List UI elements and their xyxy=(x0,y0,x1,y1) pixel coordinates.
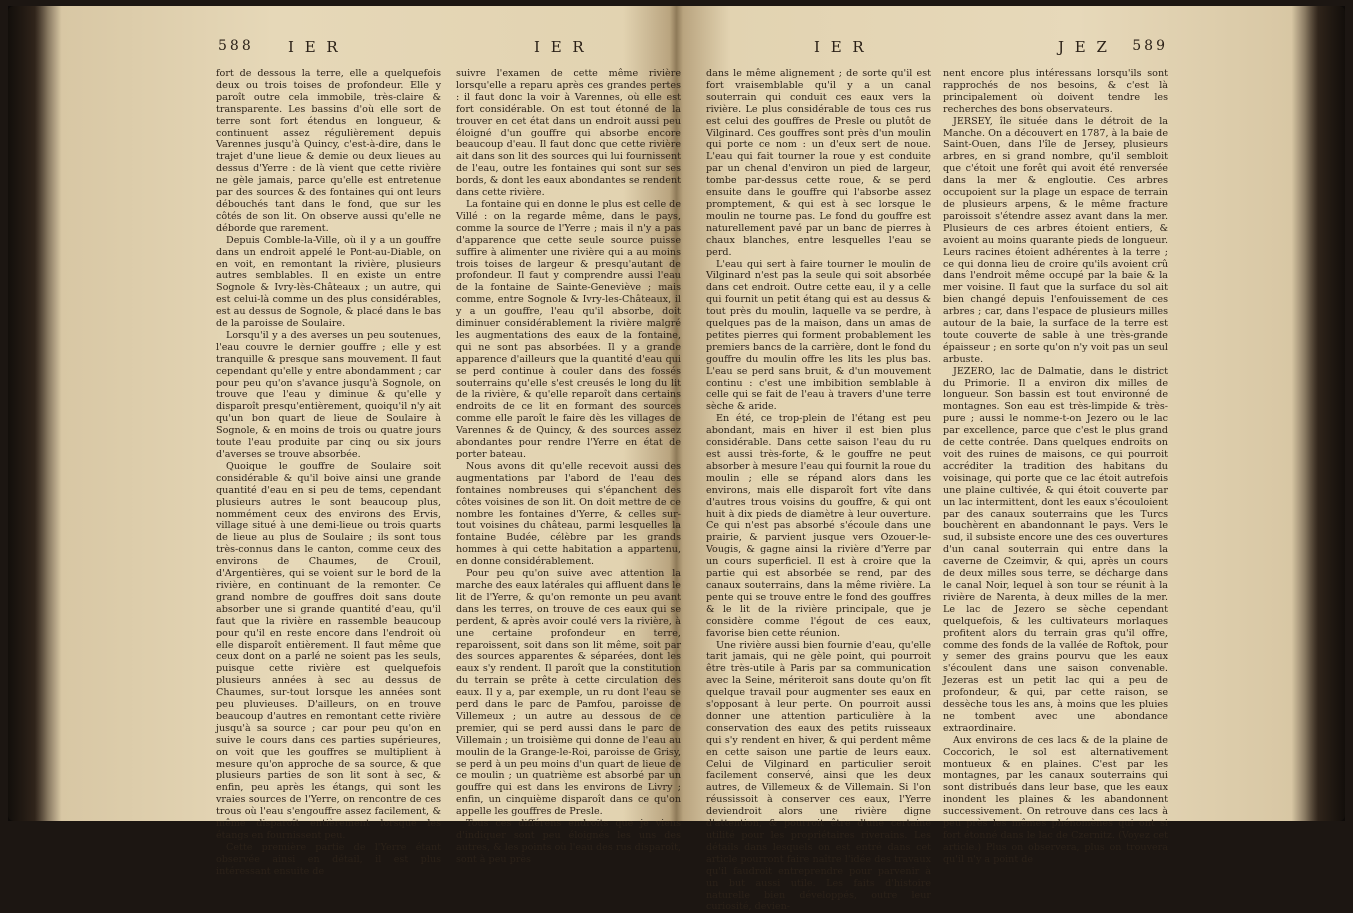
paragraph: Aux environs de ces lacs & de la plaine de Coccorich, le sol est alternativement montueux & en plaines. C'est par les montagnes, par les canaux souterrains qui sont distribués dans leur base, que les eaux inondent les plaines & les abandonnent successivement. On retrouve dans ces lacs à peu près les mêmes phénomènes qui ont si fort étonné dans le lac de Czernitz. (Voyez cet article.) Plus on observera, plus on trouvera qu'il n'y a point de xyxy=(943,735,1168,866)
paragraph: En été, ce trop-plein de l'étang est peu abondant, mais en hiver il est bien plus considérable. Dans cette saison l'eau du ru est aussi très-forte, & le gouffre ne peut absorber à mesure l'eau qui fournit la roue du moulin ; elle se répand alors dans les environs, mais elle disparoît fort vîte dans d'autres trous voisins du gouffre, & qui ont huit à dix pieds de diamètre à leur ouverture. Ce qui n'est pas absorbé s'écoule dans une prairie, & parvient jusque vers Ozouer-le-Vougis, & gagne ainsi la rivière d'Yerre par un cours superficiel. Il est à croire que la partie qui est absorbée se rend, par des canaux souterrains, dans la même rivière. La pente qui se trouve entre le fond des gouffres & le lit de la rivière principale, que je considère comme l'égout de ces eaux, favorise bien cette réunion. xyxy=(706,413,931,639)
paragraph: Cette première partie de l'Yerre étant observée ainsi en détail, il est plus intéressant ensuite de xyxy=(216,842,441,878)
right-page xyxy=(706,46,1168,816)
left-page-number: 588 xyxy=(218,38,254,54)
left-edge-shadow xyxy=(8,6,48,821)
right-page-column-2 xyxy=(943,68,1168,808)
left-page xyxy=(216,46,686,816)
left-running-head xyxy=(216,38,686,60)
paragraph: La fontaine qui en donne le plus est celle de Villé : on la regarde même, dans le pays, comme la source de l'Yerre ; mais il n'y a pas d'apparence que cette seule source puisse suffire à alimenter une rivière qui a au moins trois toises de largeur & presqu'autant de profondeur. Il faut y comprendre aussi l'eau de la fontaine de Sainte-Geneviève ; mais comme, entre Sognole & Ivry-les-Châteaux, il y a un gouffre, l'eau qu'il absorbe, doit diminuer considérablement la rivière malgré les augmentations des eaux de la fontaine, qui ne sont pas absorbées. Il y a grande apparence d'ailleurs que la quantité d'eau qui se perd continue à couler dans des fossés souterrains qu'elle s'est creusés le long du lit de la rivière, & qu'elle reparoît dans certains endroits de ce lit en formant des sources comme elle paroît le faire dès les villages de Varennes & de Quincy, & des sources assez abondantes pour rendre l'Yerre en état de porter bateau. xyxy=(456,199,681,461)
paragraph: nent encore plus intéressans lorsqu'ils sont rapprochés de nos besoins, & c'est là principalement où doivent tendre les recherches des bons observateurs. xyxy=(943,68,1168,116)
left-page-column-2 xyxy=(456,68,681,808)
right-running-head xyxy=(706,38,1168,60)
paragraph: Une rivière aussi bien fournie d'eau, qu'elle tarit jamais, qui ne gèle point, qui pourroit être très-utile à Paris par sa communication avec la Seine, mériteroit sans doute qu'on fît quelque travail pour augmenter ses eaux en s'opposant à leur perte. On pourroit aussi donner une attention particulière à la conservation des eaux des petits ruisseaux qui s'y rendent en hiver, & qui perdent même en cette saison une partie de leurs eaux. Celui de Vilginard en particulier seroit facilement conservé, ainsi que les deux autres, de Villemeux & de Villemain. Si l'on réussissoit à conserver ces eaux, l'Yerre deviendroit alors une rivière digne d'attention, & pourroit être d'une certaine utilité pour les propriétaires riverains. Les détails dans lesquels on est entré dans cet article pourront faire naître l'idée des travaux qu'il faudroit entreprendre pour parvenir à un but aussi utile. Les faits d'histoire naturelle bien développés, outre leur curiosité, devien- xyxy=(706,640,931,913)
paragraph: suivre l'examen de cette même rivière lorsqu'elle a reparu après ces grandes pertes : il faut donc la voir à Varennes, où elle est fort considérable. On est tout étonné de la trouver en cet état dans un endroit aussi peu éloigné d'un gouffre qui absorbe encore beaucoup d'eau. Il faut donc que cette rivière ait dans son lit des sources qui lui fournissent de l'eau, outre les fontaines qui sont sur ses bords, & dont les eaux abondantes se rendent dans cette rivière. xyxy=(456,68,681,199)
paragraph: Pour peu qu'on suive avec attention la marche des eaux latérales qui affluent dans le lit de l'Yerre, & qu'on remonte un peu avant dans les terres, on trouve de ces eaux qui se perdent, & après avoir coulé vers la rivière, à une certaine profondeur en terre, reparoissent, soit dans son lit même, soit par des sources apparentes & séparées, dont les eaux s'y rendent. Il paroît que la constitution du terrain se prête à cette circulation des eaux. Il y a, par exemple, un ru dont l'eau se perd dans le parc de Pamfou, paroisse de Villemeux ; un autre au dessous de ce premier, qui se perd aussi dans le parc de Villemain ; un troisième qui donne de l'eau au moulin de la Grange-le-Roi, paroisse de Grisy, se perd à un peu moins d'un quart de lieue de ce moulin ; un quatrième est absorbé par un gouffre qui est dans les environs de Livry ; enfin, un cinquième disparoît dans ce qu'on appelle les gouffres de Presle. xyxy=(456,568,681,818)
paragraph: JEZERO, lac de Dalmatie, dans le district du Primorie. Il a environ dix milles de longueur. Son bassin est tout environné de montagnes. Son eau est très-limpide & très-pure ; aussi le nomme-t-on Jezero ou le lac par excellence, parce que c'est le plus grand de cette contrée. Dans quelques endroits on voit des ruines de maisons, ce qui pourroit accréditer la tradition des habitans du voisinage, qui porte que ce lac étoit autrefois une plaine cultivée, & qui étoit couverte par un lac intermittent, dont les eaux s'écouloient par des canaux souterrains que les Turcs bouchèrent en abandonnant le pays. Vers le sud, il subsiste encore une des ces ouvertures d'un canal souterrain qui entre dans la caverne de Czeimvir, & qui, après un cours de deux milles sous terre, se décharge dans le canal Noir, lequel à son tour se réunit à la rivière de Narenta, à deux milles de la mer. Le lac de Jezero se sèche cependant quelquefois, & les cultivateurs morlaques profitent alors du terrain gras qu'il offre, comme des fonds de la vallée de Roftok, pour y semer des grains pourvu que les eaux s'écoulent dans une saison convenable. Jezeras est un petit lac qui a peu de profondeur, & qui, par cette raison, se dessèche tous les ans, à moins que les pluies ne tombent avec une abondance extraordinaire. xyxy=(943,366,1168,735)
paragraph: Tous ces différens endroits que je viens d'indiquer sont peu éloignés les uns des autres, & les points où l'eau des rus disparoît, sont à peu près xyxy=(456,818,681,866)
right-edge-shadow xyxy=(1305,6,1345,821)
left-head-word-2: I E R xyxy=(534,38,587,56)
paragraph: Depuis Comble-la-Ville, où il y a un gouffre dans un endroit appelé le Pont-au-Diable, on en voit, en remontant la rivière, plusieurs autres semblables. Il en existe un entre Sognole & Ivry-lès-Châteaux ; un autre, qui est celui-là comme un des plus considérables, est au dessus de Sognole, & placé dans le bas de la paroisse de Soulaire. xyxy=(216,235,441,330)
paragraph: Nous avons dit qu'elle recevoit aussi des augmentations par l'abord de l'eau des fontaines nombreuses qui s'épanchent des côtes voisines de son lit. On doit mettre de ce nombre les fontaines d'Yerre, & celles sur-tout voisines du château, parmi lesquelles la fontaine Budée, célèbre par les grands hommes à qui cette habitation a appartenu, en donne considérablement. xyxy=(456,461,681,568)
right-page-number: 589 xyxy=(1132,38,1168,54)
paragraph: L'eau qui sert à faire tourner le moulin de Vilginard n'est pas la seule qui soit absorbée dans cet endroit. Outre cette eau, il y a celle qui fournit un petit étang qui est au dessus & tout près du moulin, laquelle va se perdre, à quelques pas de la maison, dans un amas de petites pierres qui forment probablement les premiers bancs de la carrière, dont le fond du gouffre du moulin offre les lits les plus bas. L'eau se perd sans bruit, & d'un mouvement continu : c'est une imbibition semblable à celle qui se fait de l'eau à travers d'une terre sèche & aride. xyxy=(706,259,931,414)
book-spread xyxy=(8,6,1345,821)
paragraph: JERSEY, île située dans le détroit de la Manche. On a découvert en 1787, à la baie de Saint-Ouen, dans l'île de Jersey, plusieurs arbres, en si grand nombre, qu'il sembloit que c'étoit une forêt qui avoit été renversée dans la mer & engloutie. Ces arbres occupoient sur la plage un espace de terrain de plusieurs arpens, & le même fracture paroissoit s'étendre assez avant dans la mer. Plusieurs de ces arbres étoient entiers, & avoient au moins quarante pieds de longueur. Leurs racines étoient adhérentes à la terre ; ce qui donna lieu de croire qu'ils avoient crû dans l'endroit même occupé par la baie & la mer voisine. Il faut que la surface du sol ait bien changé depuis l'enfouissement de ces arbres ; car, dans l'espace de plusieurs milles autour de la baie, la surface de la terre est toute couverte de sable à une très-grande épaisseur ; en sorte qu'on n'y voit pas un seul arbuste. xyxy=(943,116,1168,366)
paragraph: fort de dessous la terre, elle a quelquefois deux ou trois toises de profondeur. Elle y paroît outre cela immobile, très-claire & transparente. Les bassins d'où elle sort de terre sont fort étendus en longueur, & continuent assez régulièrement depuis Varennes jusqu'à Quincy, c'est-à-dire, dans le trajet d'une lieue & demie ou deux lieues au dessus d'Yerre : de là vient que cette rivière ne gèle jamais, parce qu'elle est entretenue par des sources & des fontaines qui ont leurs débouchés tant dans le fond, que sur les côtés de son lit. On observe aussi qu'elle ne déborde que rarement. xyxy=(216,68,441,235)
left-head-word-1: I E R xyxy=(288,38,341,56)
right-head-word-1: I E R xyxy=(814,38,867,56)
paragraph: Quoique le gouffre de Soulaire soit considérable & qu'il boive ainsi une grande quantité d'eau en si peu de tems, cependant plusieurs autres le sont beaucoup plus, nommément ceux des environs des Ervis, village situé à une demi-lieue ou trois quarts de lieue au plus de Soulaire ; ils sont tous très-connus dans le canton, comme ceux des environs de Chaumes, de Crouil, d'Argentières, qui se voient sur le bord de la rivière, en continuant de la remonter. Ce grand nombre de gouffres doit sans doute absorber une si grande quantité d'eau, qu'il faut que la rivière en rassemble beaucoup pour qu'il en reste encore dans l'endroit où elle disparoît entièrement. Il faut même que ceux dont on a parlé ne soient pas les seuls, puisque cette rivière est quelquefois plusieurs années à sec au dessus de Chaumes, sur-tout lorsque les années sont peu pluvieuses. D'ailleurs, on en trouve beaucoup d'autres en remontant cette rivière jusqu'à sa source ; car pour peu qu'on en suive le cours dans ces parties supérieures, on voit que les gouffres se multiplient à mesure qu'on approche de sa source, & que plusieurs parties de son lit sont à sec, & enfin, peu après les étangs, qui sont les vraies sources de l'Yerre, on rencontre de ces trous où l'eau s'engouffre assez facilement, & même disparoît entièrement lorsque les étangs en fournissent peu. xyxy=(216,461,441,842)
right-page-column-1 xyxy=(706,68,931,808)
left-page-column-1 xyxy=(216,68,441,808)
paragraph: Lorsqu'il y a des averses un peu soutenues, l'eau couvre le dernier gouffre ; elle y est tranquille & presque sans mouvement. Il faut cependant qu'elle y entre abondamment ; car pour peu qu'on s'avance jusqu'à Sognole, on trouve que l'eau y diminue & qu'elle y disparoît presqu'entièrement, quoiqu'il n'y ait qu'un bon quart de lieue de Soulaire à Sognole, & en moins de trois ou quatre jours toute l'eau produite par cinq ou six jours d'averses se trouve absorbée. xyxy=(216,330,441,461)
right-head-word-2: J E Z xyxy=(1058,38,1110,56)
paragraph: dans le même alignement ; de sorte qu'il est fort vraisemblable qu'il y a un canal souterrain qui conduit ces eaux vers la rivière. Le plus considérable de tous ces rus est celui des gouffres de Presle ou plutôt de Vilginard. Ces gouffres sont près d'un moulin qui porte ce nom : un d'eux sert de noue. L'eau qui fait tourner la roue y est conduite par un chenal d'environ un pied de largeur, tombe par-dessus cette roue, & se perd ensuite dans le gouffre qui l'absorbe assez promptement, & qui est à sec lorsque le moulin ne tourne pas. Le fond du gouffre est naturellement pavé par un banc de pierres à chaux blanches, entre lesquelles l'eau se perd. xyxy=(706,68,931,259)
